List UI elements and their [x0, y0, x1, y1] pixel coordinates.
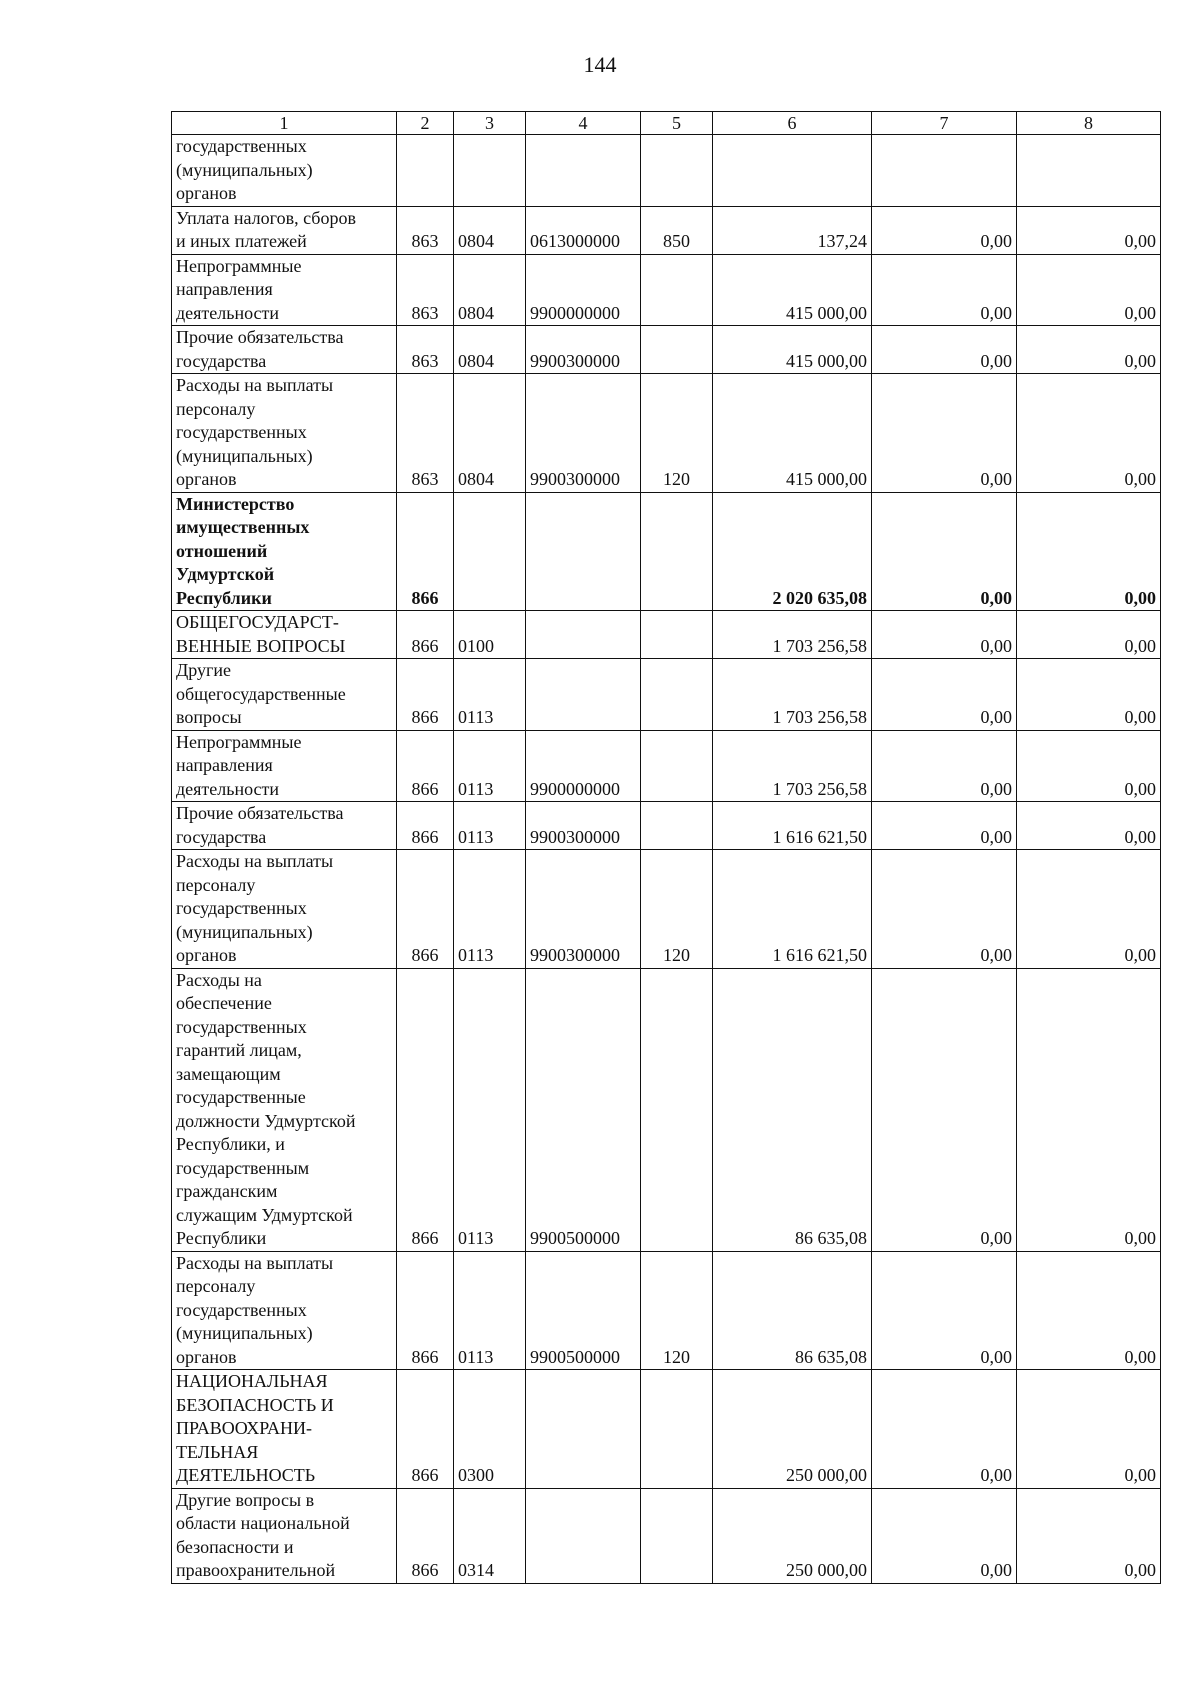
expense-name-cell: Расходы на обеспечение государственных гарантий лицам, замещающим государственные должности Удмуртской Республики, и государственным гражданским служащим Удмуртской Республики: [172, 968, 397, 1251]
amount-col7-cell: 0,00: [872, 1370, 1017, 1489]
table-body: [172, 135, 1161, 1584]
amount-col6-cell: 1 616 621,50: [713, 850, 872, 969]
section-code-cell: 0113: [454, 850, 526, 969]
header-row: [172, 112, 1161, 135]
section-code-cell: 0804: [454, 254, 526, 326]
target-article-cell: [526, 492, 641, 611]
table-row: [172, 850, 1161, 969]
expense-name-cell: Прочие обязательства государства: [172, 326, 397, 374]
header-cell: 5: [641, 112, 713, 135]
ministry-code-cell: [397, 135, 454, 207]
target-article-cell: [526, 135, 641, 207]
amount-col6-cell: 415 000,00: [713, 326, 872, 374]
ministry-code-cell: 866: [397, 1370, 454, 1489]
amount-col7-cell: 0,00: [872, 802, 1017, 850]
ministry-code-cell: 863: [397, 206, 454, 254]
amount-col8-cell: 0,00: [1017, 968, 1161, 1251]
target-article-cell: [526, 1370, 641, 1489]
target-article-cell: [526, 611, 641, 659]
amount-col6-cell: 1 703 256,58: [713, 659, 872, 731]
ministry-code-cell: 863: [397, 326, 454, 374]
table-row: [172, 659, 1161, 731]
section-code-cell: 0113: [454, 659, 526, 731]
expense-type-cell: [641, 968, 713, 1251]
table-row: [172, 254, 1161, 326]
section-code-cell: 0804: [454, 206, 526, 254]
ministry-code-cell: 863: [397, 254, 454, 326]
table-row: [172, 730, 1161, 802]
expense-type-cell: [641, 611, 713, 659]
expense-name-cell: ОБЩЕГОСУДАРСТ- ВЕННЫЕ ВОПРОСЫ: [172, 611, 397, 659]
target-article-cell: 9900000000: [526, 254, 641, 326]
expense-type-cell: [641, 1370, 713, 1489]
expense-name-cell: Министерство имущественных отношений Удмуртской Республики: [172, 492, 397, 611]
ministry-code-cell: 866: [397, 659, 454, 731]
section-code-cell: 0113: [454, 802, 526, 850]
table-row: [172, 1488, 1161, 1583]
header-cell: 3: [454, 112, 526, 135]
amount-col6-cell: 2 020 635,08: [713, 492, 872, 611]
amount-col8-cell: 0,00: [1017, 611, 1161, 659]
amount-col8-cell: 0,00: [1017, 1251, 1161, 1370]
expense-name-cell: Непрограммные направления деятельности: [172, 730, 397, 802]
expense-type-cell: [641, 254, 713, 326]
table-row: [172, 326, 1161, 374]
expense-type-cell: [641, 492, 713, 611]
ministry-code-cell: 866: [397, 730, 454, 802]
section-code-cell: 0804: [454, 326, 526, 374]
ministry-code-cell: 866: [397, 1488, 454, 1583]
amount-col8-cell: 0,00: [1017, 1488, 1161, 1583]
amount-col7-cell: 0,00: [872, 1251, 1017, 1370]
section-code-cell: 0300: [454, 1370, 526, 1489]
amount-col6-cell: 86 635,08: [713, 968, 872, 1251]
header-cell: 1: [172, 112, 397, 135]
ministry-code-cell: 866: [397, 802, 454, 850]
table-row: [172, 611, 1161, 659]
amount-col6-cell: 1 703 256,58: [713, 730, 872, 802]
amount-col8-cell: 0,00: [1017, 850, 1161, 969]
amount-col7-cell: 0,00: [872, 492, 1017, 611]
header-cell: 4: [526, 112, 641, 135]
amount-col7-cell: 0,00: [872, 1488, 1017, 1583]
amount-col7-cell: 0,00: [872, 850, 1017, 969]
expense-name-cell: Другие вопросы в области национальной безопасности и правоохранительной: [172, 1488, 397, 1583]
amount-col8-cell: 0,00: [1017, 1370, 1161, 1489]
amount-col6-cell: 1 703 256,58: [713, 611, 872, 659]
amount-col6-cell: 415 000,00: [713, 254, 872, 326]
amount-col8-cell: 0,00: [1017, 326, 1161, 374]
header-cell: 6: [713, 112, 872, 135]
expense-name-cell: Расходы на выплаты персоналу государственных (муниципальных) органов: [172, 850, 397, 969]
amount-col7-cell: 0,00: [872, 611, 1017, 659]
amount-col7-cell: [872, 135, 1017, 207]
section-code-cell: 0314: [454, 1488, 526, 1583]
section-code-cell: [454, 135, 526, 207]
amount-col6-cell: 86 635,08: [713, 1251, 872, 1370]
table-row: [172, 968, 1161, 1251]
expense-name-cell: Другие общегосударственные вопросы: [172, 659, 397, 731]
table-row: [172, 1251, 1161, 1370]
amount-col7-cell: 0,00: [872, 326, 1017, 374]
expense-type-cell: 120: [641, 374, 713, 493]
expense-name-cell: государственных (муниципальных) органов: [172, 135, 397, 207]
target-article-cell: 9900000000: [526, 730, 641, 802]
table-row: [172, 374, 1161, 493]
amount-col7-cell: 0,00: [872, 730, 1017, 802]
expense-name-cell: НАЦИОНАЛЬНАЯ БЕЗОПАСНОСТЬ И ПРАВООХРАНИ- ТЕЛЬНАЯ ДЕЯТЕЛЬНОСТЬ: [172, 1370, 397, 1489]
header-cell: 2: [397, 112, 454, 135]
header-cell: 8: [1017, 112, 1161, 135]
budget-table: [171, 111, 1161, 1584]
expense-type-cell: [641, 659, 713, 731]
ministry-code-cell: 866: [397, 611, 454, 659]
amount-col6-cell: 250 000,00: [713, 1488, 872, 1583]
expense-name-cell: Непрограммные направления деятельности: [172, 254, 397, 326]
target-article-cell: [526, 659, 641, 731]
ministry-code-cell: 866: [397, 492, 454, 611]
expense-type-cell: 850: [641, 206, 713, 254]
table-row: [172, 802, 1161, 850]
expense-type-cell: [641, 802, 713, 850]
table-row: [172, 492, 1161, 611]
amount-col7-cell: 0,00: [872, 254, 1017, 326]
amount-col8-cell: 0,00: [1017, 206, 1161, 254]
amount-col7-cell: 0,00: [872, 968, 1017, 1251]
ministry-code-cell: 866: [397, 968, 454, 1251]
amount-col7-cell: 0,00: [872, 659, 1017, 731]
page-number: 144: [583, 52, 617, 77]
section-code-cell: 0113: [454, 730, 526, 802]
expense-name-cell: Расходы на выплаты персоналу государственных (муниципальных) органов: [172, 1251, 397, 1370]
expense-type-cell: [641, 326, 713, 374]
target-article-cell: 9900300000: [526, 850, 641, 969]
expense-type-cell: 120: [641, 850, 713, 969]
amount-col8-cell: 0,00: [1017, 802, 1161, 850]
expense-type-cell: [641, 135, 713, 207]
table-row: [172, 135, 1161, 207]
header-cell: 7: [872, 112, 1017, 135]
target-article-cell: 9900300000: [526, 326, 641, 374]
ministry-code-cell: 866: [397, 1251, 454, 1370]
amount-col8-cell: 0,00: [1017, 492, 1161, 611]
amount-col8-cell: 0,00: [1017, 659, 1161, 731]
target-article-cell: 9900500000: [526, 1251, 641, 1370]
expense-name-cell: Прочие обязательства государства: [172, 802, 397, 850]
table-row: [172, 206, 1161, 254]
amount-col6-cell: 137,24: [713, 206, 872, 254]
amount-col6-cell: 1 616 621,50: [713, 802, 872, 850]
amount-col8-cell: [1017, 135, 1161, 207]
section-code-cell: 0100: [454, 611, 526, 659]
target-article-cell: 9900300000: [526, 802, 641, 850]
table-row: [172, 1370, 1161, 1489]
target-article-cell: [526, 1488, 641, 1583]
amount-col6-cell: [713, 135, 872, 207]
expense-name-cell: Уплата налогов, сборов и иных платежей: [172, 206, 397, 254]
amount-col6-cell: 250 000,00: [713, 1370, 872, 1489]
expense-type-cell: [641, 1488, 713, 1583]
section-code-cell: 0113: [454, 1251, 526, 1370]
amount-col7-cell: 0,00: [872, 206, 1017, 254]
amount-col8-cell: 0,00: [1017, 254, 1161, 326]
section-code-cell: 0113: [454, 968, 526, 1251]
section-code-cell: [454, 492, 526, 611]
ministry-code-cell: 863: [397, 374, 454, 493]
amount-col8-cell: 0,00: [1017, 374, 1161, 493]
expense-name-cell: Расходы на выплаты персоналу государственных (муниципальных) органов: [172, 374, 397, 493]
section-code-cell: 0804: [454, 374, 526, 493]
target-article-cell: 9900300000: [526, 374, 641, 493]
target-article-cell: 0613000000: [526, 206, 641, 254]
ministry-code-cell: 866: [397, 850, 454, 969]
expense-type-cell: 120: [641, 1251, 713, 1370]
amount-col6-cell: 415 000,00: [713, 374, 872, 493]
amount-col8-cell: 0,00: [1017, 730, 1161, 802]
expense-type-cell: [641, 730, 713, 802]
target-article-cell: 9900500000: [526, 968, 641, 1251]
amount-col7-cell: 0,00: [872, 374, 1017, 493]
